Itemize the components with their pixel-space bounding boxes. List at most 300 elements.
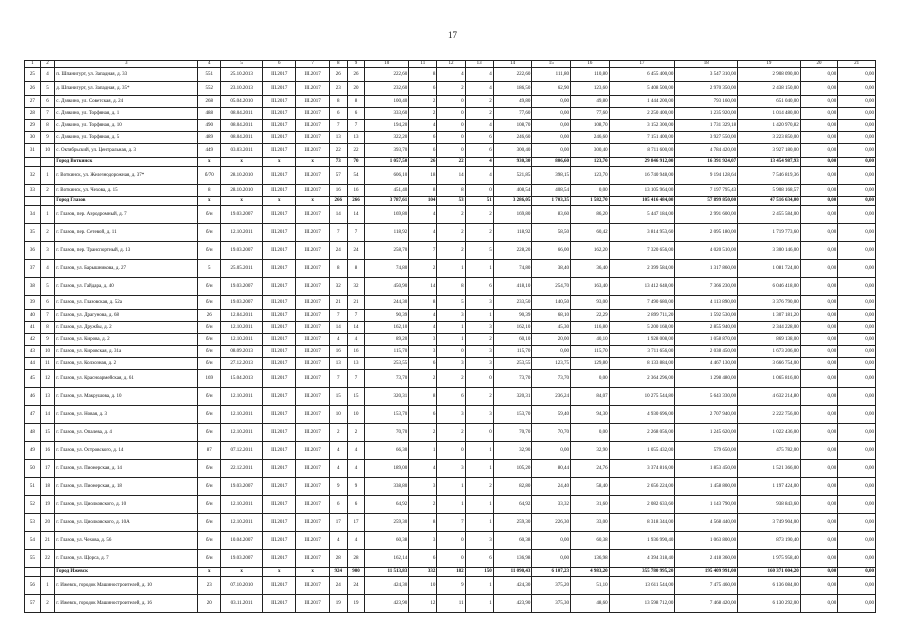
table-cell [25,197,41,206]
table-cell: 52 [25,496,41,514]
table-cell: 3 [409,478,437,496]
table-cell: 1 [40,206,55,224]
table-cell: 0,00 [800,346,838,358]
column-number: 3 [55,61,198,68]
table-cell: 0,00 [838,296,876,310]
table-cell: 60,38 [493,532,532,550]
table-cell: III.2017 [296,442,329,460]
table-cell: 3 [437,358,465,370]
table-cell: 3 [40,242,55,260]
table-cell: 93,00 [571,296,610,310]
table-cell: 8 [347,260,365,278]
table-cell: III.2017 [263,82,296,96]
table-cell: 6 [465,144,493,158]
table-cell: 70,70 [532,424,571,442]
table-cell: 6 [347,108,365,120]
table-cell: 7 [437,514,465,532]
table-cell: 56 [25,577,41,595]
table-cell: 0,00 [800,158,838,167]
table-cell: 20 [198,595,221,613]
table-cell: 0 [465,424,493,442]
table-cell: 9 [347,478,365,496]
table-cell: 169,80 [493,206,532,224]
table-cell: 4 [409,322,437,334]
table-cell: 11 090,43 [493,568,532,577]
table-cell: 83,60 [532,206,571,224]
table-cell: г. Глазов, пер. Сетевой, д. 11 [55,224,198,242]
table-cell: III.2017 [263,68,296,82]
table-cell: б/н [198,206,221,224]
table-cell: 0,00 [838,224,876,242]
table-cell: б/70 [198,167,221,185]
table-cell: 3 666 754,00 [738,358,801,370]
table-cell: 87 [198,442,221,460]
table-cell: III.2017 [296,595,329,613]
table-row [25,132,876,144]
table-cell: 222,60 [493,68,532,82]
table-cell: 51 [465,197,493,206]
table-cell: 70,70 [365,424,409,442]
table-row [25,514,876,532]
table-cell: 38 [25,278,41,296]
table-cell: 163,40 [571,278,610,296]
table-cell: 1 057,50 [365,158,409,167]
table-cell: 6 046 418,00 [738,278,801,296]
table-cell: 3 223 850,00 [738,132,801,144]
table-cell: III.2017 [263,346,296,358]
table-cell: 2 [465,224,493,242]
table-cell: 53 [437,197,465,206]
table-cell: 08.04.2011 [221,108,263,120]
table-cell: 1 [40,167,55,185]
table-cell: 0,00 [800,358,838,370]
table-cell: III.2017 [263,532,296,550]
table-cell: 150 [465,568,493,577]
table-cell: 22 [40,550,55,568]
table-cell: 1 055 432,00 [609,442,675,460]
column-number-row [25,61,876,68]
table-cell: 4 [465,82,493,96]
table-cell: г. Глазов, ул. Циолковского, д. 10А [55,514,198,532]
table-cell: 2 250 400,00 [609,108,675,120]
table-cell: 64,92 [365,496,409,514]
table-cell: III.2017 [296,278,329,296]
table-cell: 80,44 [532,460,571,478]
table-cell: 19 [40,496,55,514]
table-cell: 6 [465,550,493,568]
table-cell: 6 [437,388,465,406]
table-cell: г. Глазов, ул. Кирова, д. 2 [55,334,198,346]
column-number: 21 [838,61,876,68]
table-cell: 0,00 [532,550,571,568]
table-cell: 74,80 [365,260,409,278]
table-cell: 0,00 [571,424,610,442]
table-cell: 2 [437,370,465,388]
table-cell: 68,10 [532,310,571,322]
table-cell: 0,00 [838,595,876,613]
table-cell: 0,00 [800,68,838,82]
table-cell: III.2017 [263,496,296,514]
table-cell: 1 731 329,18 [675,120,738,132]
table-cell: 4 [347,442,365,460]
table-cell: III.2017 [263,296,296,310]
table-cell: 320,31 [493,388,532,406]
table-row [25,388,876,406]
table-cell: 2 899 711,20 [609,310,675,322]
table-cell: x [263,568,296,577]
table-cell: 450,90 [365,278,409,296]
table-cell: 57 899 850,00 [675,197,738,206]
table-cell: 2 [40,224,55,242]
table-cell: п. Шпанигурт, ул. Западная, д. 33 [55,68,198,82]
table-cell: 0,00 [800,108,838,120]
table-cell: x [221,197,263,206]
table-cell: 2 [465,478,493,496]
table-cell: 7 [347,120,365,132]
table-cell: 0,00 [532,120,571,132]
table-cell: 475 782,00 [738,442,801,460]
table-cell: г. Ижевск, городок Машиностроителей, д. 16 [55,595,198,613]
table-cell: 2 855 940,00 [675,322,738,334]
table-cell: x [296,197,329,206]
table-cell: 0,00 [838,68,876,82]
table-cell: 13 412 648,00 [609,278,675,296]
table-cell: 900 [347,568,365,577]
table-cell: 1 307 181,20 [738,310,801,322]
table-cell: III.2017 [296,144,329,158]
table-cell: б/н [198,550,221,568]
table-cell: III.2017 [263,424,296,442]
table-cell: 13 [329,132,347,144]
table-cell: 0,00 [800,550,838,568]
table-cell: 48,60 [571,595,610,613]
table-cell: 7 546 819,36 [738,167,801,185]
table-cell: 806,60 [532,158,571,167]
table-cell: 0,00 [532,532,571,550]
table-cell: 7 [40,310,55,322]
table-cell: 30 [25,132,41,144]
table-cell: 6 [465,132,493,144]
table-cell: г. Воткинск, ул. Железнодорожная, д. 37* [55,167,198,185]
table-cell: 5 [40,278,55,296]
table-cell: 45,30 [532,322,571,334]
table-cell: 24,40 [532,478,571,496]
table-cell: 0,00 [838,496,876,514]
table-cell: 1 673 206,00 [738,346,801,358]
column-number: 7 [296,61,329,68]
table-cell: 4 [409,460,437,478]
table-cell: 34 [25,206,41,224]
table-cell: 0,00 [532,144,571,158]
table-cell: 7 [347,310,365,322]
table-cell [40,568,55,577]
table-cell: 8 [409,68,437,82]
table-cell: 70,70 [493,424,532,442]
table-cell: 3 [437,310,465,322]
table-cell: 60,42 [571,224,610,242]
table-cell: Город Воткинск [55,158,198,167]
table-cell: 408,54 [493,185,532,197]
table-cell: 4 [40,260,55,278]
table-cell: 2 [347,424,365,442]
table-cell: 793 160,00 [675,96,738,108]
table-cell: 226,30 [532,514,571,532]
table-cell: 2 [409,96,437,108]
table-cell: 7 320 656,00 [609,242,675,260]
table-cell: 86,20 [571,206,610,224]
table-cell: 0,00 [800,310,838,322]
table-cell: 129,80 [571,358,610,370]
table-cell: 4 983,20 [571,568,610,577]
table-cell: 05.04.2010 [221,96,263,108]
table-cell: 24 [347,242,365,260]
table-cell: III.2017 [263,334,296,346]
table-cell: 6 [40,296,55,310]
table-cell: 6 [409,406,437,424]
table-cell: 0,00 [838,424,876,442]
table-cell: 2 [437,206,465,224]
table-cell: III.2017 [263,358,296,370]
table-cell: г. Глазов, ул. Кировская, д. 31а [55,346,198,358]
table-cell: 3 927 180,00 [738,144,801,158]
table-cell: 4 [465,68,493,82]
table-cell: 08.04.2011 [221,120,263,132]
table-cell: 94,30 [571,406,610,424]
table-cell: д. Шпанигурт, ул. Западная, д. 35* [55,82,198,96]
table-cell: 162,10 [493,322,532,334]
table-cell: 4 [329,532,347,550]
table-cell: 48 [25,424,41,442]
table-cell: 1 521 366,00 [738,460,801,478]
table-cell: 12.10.2011 [221,424,263,442]
table-cell: III.2017 [296,514,329,532]
table-cell: 162,14 [365,550,409,568]
table-cell: б/н [198,346,221,358]
table-cell: 6 455 400,00 [609,68,675,82]
table-cell: III.2017 [263,310,296,322]
table-cell: 42 [25,334,41,346]
table-cell: 12 [40,370,55,388]
table-row [25,260,876,278]
table-cell: 110,80 [571,68,610,82]
table-cell: с. Дзякино, ул. Советская, д. 24 [55,96,198,108]
table-body [25,61,876,613]
table-row [25,82,876,96]
table-cell: III.2017 [263,278,296,296]
table-cell: г. Глазов, ул. Барышникова, д. 27 [55,260,198,278]
table-cell: 0,00 [838,322,876,334]
page-number: 17 [448,30,457,40]
table-cell: 24 [347,577,365,595]
table-cell: 4 [409,206,437,224]
table-cell: 2 707 940,00 [675,406,738,424]
table-cell: 15 [347,388,365,406]
table-cell: 32 [329,278,347,296]
table-cell: III.2017 [296,108,329,120]
table-cell: 0,00 [838,185,876,197]
table-cell: 123,70 [571,158,610,167]
table-cell: III.2017 [263,442,296,460]
table-cell: 1 [437,334,465,346]
table-cell: III.2017 [263,550,296,568]
table-cell: 1 [40,577,55,595]
table-cell: 17 [347,514,365,532]
table-cell: 355 780 995,20 [609,568,675,577]
table-cell: 0 [465,185,493,197]
table-cell: 7 490 680,00 [609,296,675,310]
table-cell: 1 065 816,00 [738,370,801,388]
table-cell: 2 082 633,60 [609,496,675,514]
table-cell: III.2017 [263,242,296,260]
table-row [25,577,876,595]
table-cell: 9 [40,334,55,346]
table-cell: Город Ижевск [55,568,198,577]
table-cell: 116,80 [571,322,610,334]
table-cell: 521,85 [493,167,532,185]
table-cell: 28.10.2010 [221,167,263,185]
table-cell: 0,00 [800,144,838,158]
table-cell: 82,80 [493,478,532,496]
table-cell: III.2017 [263,406,296,424]
table-row [25,370,876,388]
table-cell: 10 [409,577,437,595]
table-cell: 07.12.2011 [221,442,263,460]
table-cell: 195 409 991,00 [675,568,738,577]
column-number: 16 [571,61,610,68]
table-row [25,185,876,197]
table-cell: 0,00 [800,514,838,532]
table-cell: III.2017 [263,322,296,334]
table-cell: г. Глазов, ул. Пионерская, д. 14 [55,460,198,478]
table-cell: 12.10.2011 [221,224,263,242]
table-cell: 15 [329,388,347,406]
table-cell: 1 [409,442,437,460]
table-cell: 0,00 [838,370,876,388]
table-cell: 333,60 [365,108,409,120]
table-cell: 28 [25,108,41,120]
table-cell: 54 [347,167,365,185]
table-cell: 10 [347,406,365,424]
table-cell: III.2017 [296,496,329,514]
table-cell: 0,00 [800,388,838,406]
table-cell: 1 [465,496,493,514]
table-cell: г. Глазов, ул. Макрушова, д. 10 [55,388,198,406]
table-cell: 4 394 318,40 [609,550,675,568]
table-cell: 2 [409,108,437,120]
table-cell: б/н [198,322,221,334]
table-cell: 21 [329,296,347,310]
table-cell: г. Глазов, ул. Гайдара, д. 40 [55,278,198,296]
column-number: 13 [465,61,493,68]
table-cell: III.2017 [263,144,296,158]
table-cell: 7 468 420,00 [675,595,738,613]
table-cell: 0,00 [800,334,838,346]
table-cell: x [198,197,221,206]
table-row [25,550,876,568]
table-cell: 8 [40,120,55,132]
table-cell: 31 [25,144,41,158]
table-cell: 3 [437,406,465,424]
table-cell: 123,60 [571,82,610,96]
table-cell: III.2017 [263,260,296,278]
table-cell: 0,00 [800,424,838,442]
table-cell: III.2017 [296,296,329,310]
table-cell: 84,07 [571,388,610,406]
table-cell: 14 [347,322,365,334]
table-cell: 77,60 [571,108,610,120]
table-cell: 3 [465,296,493,310]
table-cell: 89,20 [365,334,409,346]
table-cell: 2 [465,388,493,406]
table-cell: 46 [25,388,41,406]
table-cell: 39 [25,296,41,310]
table-cell: 9 [329,478,347,496]
table-cell: 104 [409,197,437,206]
table-cell: 38,40 [532,260,571,278]
table-cell: 17 [40,460,55,478]
table-cell: 5 [198,260,221,278]
table-cell [40,197,55,206]
table-cell: III.2017 [296,96,329,108]
table-cell: г. Глазов, ул. Новая, д. 3 [55,406,198,424]
table-cell: 2 222 756,00 [738,406,801,424]
table-cell: 1 420 970,82 [738,120,801,132]
table-cell: б/н [198,242,221,260]
table-cell: x [263,197,296,206]
table-cell: 8 [409,388,437,406]
table-cell: г. Глазов, ул. Глазовская, д. 52а [55,296,198,310]
table-cell: 0,00 [838,144,876,158]
table-cell: 338,80 [365,478,409,496]
table-cell: 25.05.2011 [221,260,263,278]
table-cell: 22 [437,158,465,167]
table-cell: 7 [347,370,365,388]
table-cell: 0,00 [571,370,610,388]
column-number: 19 [738,61,801,68]
table-cell: 489 [198,132,221,144]
table-cell: 8 [409,296,437,310]
table-cell: 0,00 [838,120,876,132]
table-cell: 222,60 [365,68,409,82]
table-cell: 8 [198,185,221,197]
table-cell: 0,00 [838,260,876,278]
table-cell: 32 [347,278,365,296]
table-row [25,296,876,310]
table-cell: 2 [40,595,55,613]
table-cell: 0 [437,550,465,568]
table-cell: 0,00 [838,388,876,406]
column-number: 4 [198,61,221,68]
table-cell: 169 [198,370,221,388]
table-cell: 8 [329,260,347,278]
table-cell: 552 [198,82,221,96]
table-cell: 3 152 300,00 [609,120,675,132]
table-cell: 3 [465,346,493,358]
table-cell: 2 [409,424,437,442]
table-cell: 551 [198,68,221,82]
table-cell: III.2017 [296,478,329,496]
table-cell: 15 [40,424,55,442]
table-cell: б/н [198,406,221,424]
table-cell: 8 [409,185,437,197]
table-cell: 49,80 [571,96,610,108]
table-cell: 8 [437,278,465,296]
table-cell: 17 [329,514,347,532]
table-cell: x [296,568,329,577]
table-cell: III.2017 [296,406,329,424]
table-row [25,595,876,613]
table-cell: 29 846 912,00 [609,158,675,167]
